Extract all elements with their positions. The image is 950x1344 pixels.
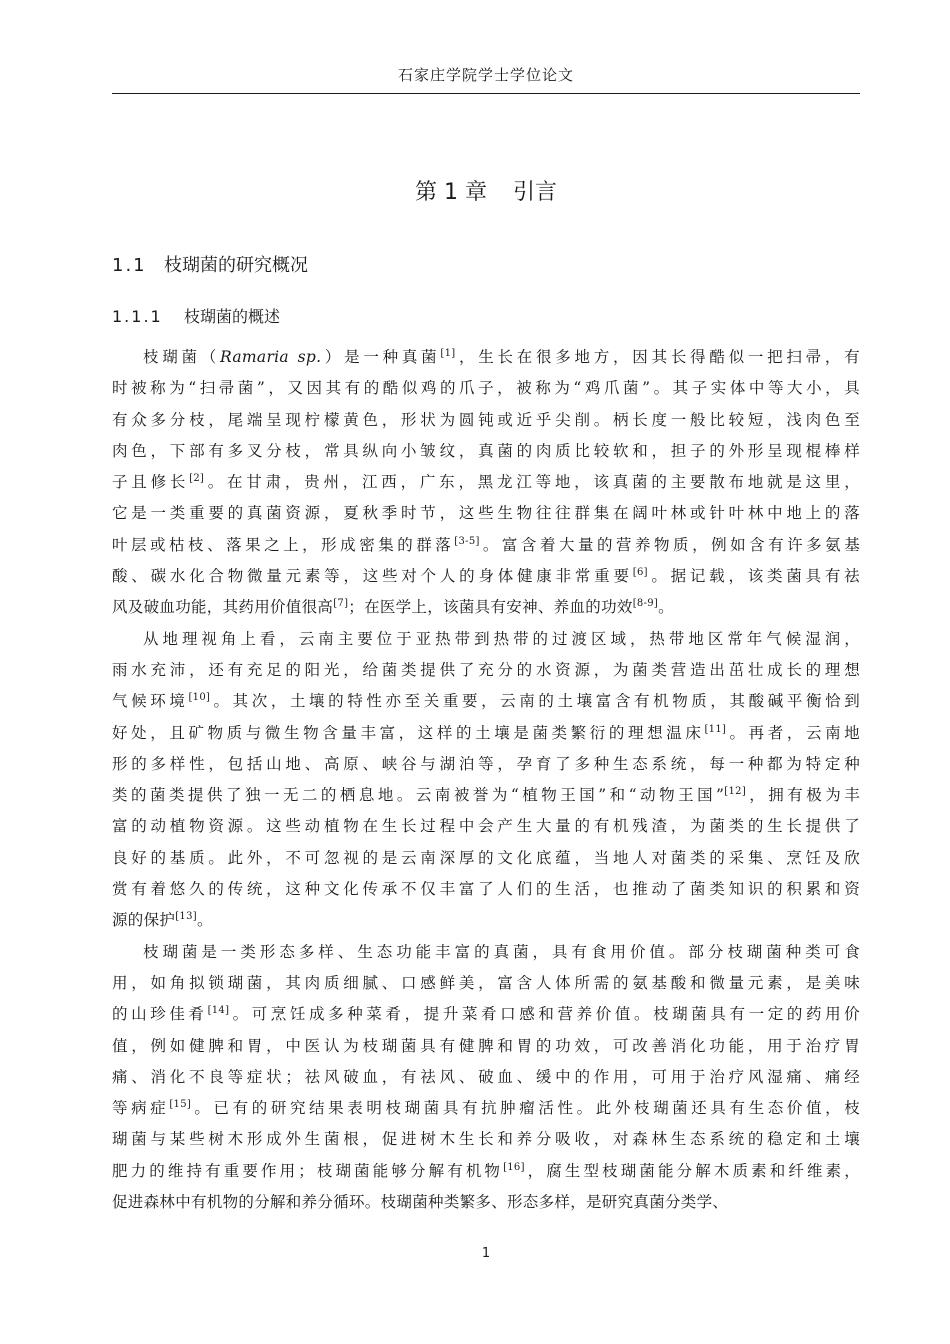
chapter-number: 第 1 章 [415,180,487,205]
text-run: 叶层或枯枝、落果之上，形成密集的群落 [112,535,455,554]
text-run: 良好的基质。此外，不可忽视的是云南深厚的文化底蕴，当地人对菌类的采集、烹饪及欣 [112,848,860,867]
citation: [7] [333,598,349,610]
text-run: ，生长在很多地方，因其长得酷似一把扫帚，有 [455,348,860,366]
chapter-title [112,178,860,208]
text-run: 形的多样性，包括山地、高原、峡谷与湖泊等，孕育了多种生态系统，每一种都为特定种 [112,754,860,773]
text-line [112,937,860,968]
citation: [15] [169,1099,192,1111]
running-header: 石家庄学院学士学位论文 [397,66,574,84]
text-run: 酸、碳水化合物微量元素等，这些对个人的身体健康非常重要 [112,567,633,586]
text-run: 好处，且矿物质与微生物含量丰富，这样的土壤是菌类繁衍的理想温床 [112,723,705,742]
text-run: 。 [658,598,674,617]
citation: [16] [503,1161,525,1173]
text-run: ）是一种真菌 [321,348,441,366]
text-run: 瑚菌与某些树木形成外生菌根，促进树木生长和养分吸收，对森林生态系统的稳定和土壤 [112,1130,860,1149]
text-run: 枝瑚菌是一类形态多样、生态功能丰富的真菌，具有食用价值。部分枝瑚菌种类可食 [143,942,860,961]
text-run: ；在医学上，该菌具有安神、养血的功效 [348,598,633,617]
text-run: 的山珍佳肴 [112,1005,208,1024]
text-run: 促进森林中有机物的分解和养分循环。枝瑚菌种类繁多、形态多样，是研究真菌分类学、 [112,1193,729,1212]
text-run: 气候环境 [112,692,189,711]
citation: [2] [189,473,205,485]
text-line [112,373,860,404]
text-run: 。再者，云南地 [726,723,860,742]
text-line [112,592,860,623]
text-run: 子且修长 [112,473,190,492]
paragraph [112,937,860,1219]
text-run: 。据记载，该类菌具有祛 [647,567,860,586]
text-run: 。富含着大量的营养物质，例如含有许多氨基 [479,535,860,554]
text-line [112,686,860,717]
chapter-name: 引言 [512,180,557,205]
text-line [112,561,860,592]
text-run: 用，如角拟锁瑚菌，其肉质细腻、口感鲜美，富含人体所需的氨基酸和微量元素，是美味 [112,973,860,992]
text-run: 时被称为“扫帚菌”，又因其有的酷似鸡的爪子，被称为“鸡爪菌”。其子实体中等大小，具 [112,379,860,398]
text-line [112,874,860,905]
text-run: 。可烹饪成多种菜肴，提升菜肴口感和营养价值。枝瑚菌具有一定的药用价 [229,1005,860,1024]
text-line [112,1062,860,1093]
citation: [11] [704,723,727,735]
citation: [13] [175,911,197,923]
text-run: 赏有着悠久的传统，这种文化传承不仅丰富了人们的生活，也推动了菌类知识的积累和资 [112,880,860,899]
text-run: 富的动植物资源。这些动植物在生长过程中会产生大量的有机残渣，为菌类的生长提供了 [112,817,860,836]
text-run: ，腐生型枝瑚菌能分解木质素和纤维素， [524,1161,860,1180]
text-line [112,405,860,436]
text-run: 枝瑚菌（ [143,348,221,366]
text-line [112,811,860,842]
text-line [112,1156,860,1187]
text-run: 雨水充沛，还有充足的阳光，给菌类提供了充分的水资源，为菌类营造出茁壮成长的理想 [112,660,860,679]
citation: [1] [440,348,456,359]
text-run: 等病症 [112,1099,170,1118]
species-name: Ramaria sp. [220,348,322,366]
text-run: 。已有的研究结果表明枝瑚菌具有抗肿瘤活性。此外枝瑚菌还具有生态价值，枝 [191,1099,860,1118]
paragraph [112,624,860,937]
page-number: 1 [481,1246,491,1261]
text-run: ，拥有极为丰 [746,786,860,805]
text-line [112,498,860,529]
citation: [8-9] [632,598,659,610]
text-run: 痛、消化不良等症状；祛风破血，有祛风、破血、缓中的作用，可用于治疗风湿痛、痛经 [112,1067,860,1086]
subsection-heading [112,305,280,329]
citation: [6] [632,567,648,579]
subsection-number: 1.1.1 [112,307,163,326]
text-line [112,624,860,655]
text-run: 风及破血功能，其药用价值很高 [112,598,334,617]
citation: [14] [207,1005,230,1017]
text-run: 。其次，土壤的特性亦至关重要，云南的土壤富含有机物质，其酸碱平衡恰到 [210,692,860,711]
text-run: 值，例如健脾和胃，中医认为枝瑚菌具有健脾和胃的功效，可改善消化功能，用于治疗胃 [112,1036,860,1055]
text-line [112,1093,860,1124]
text-run: 肉色，下部有多叉分枝，常具纵向小皱纹，真菌的肉质比较软和，担子的外形呈现棍棒样 [112,441,860,460]
text-line [112,843,860,874]
citation: [12] [724,786,747,798]
text-run: 。 [196,911,213,930]
body-text [112,342,860,1218]
text-line [112,467,860,498]
text-line [112,1124,860,1155]
text-line [112,436,860,467]
paragraph [112,342,860,624]
text-line [112,1187,860,1218]
text-line [112,718,860,749]
text-line [112,999,860,1030]
header-rule [112,93,860,94]
text-run: 有众多分枝，尾端呈现柠檬黄色，形状为圆钝或近乎尖削。柄长度一般比较短，浅肉色至 [112,410,860,429]
section-heading [112,253,308,279]
section-number: 1.1 [112,255,147,276]
text-line [112,342,860,373]
citation: [3-5] [454,535,480,547]
subsection-title: 枝瑚菌的概述 [184,307,281,326]
text-line [112,655,860,686]
text-run: 源的保护 [112,911,176,930]
text-run: 类的菌类提供了独一无二的栖息地。云南被誉为“植物王国”和“动物王国” [112,786,725,805]
citation: [10] [188,692,211,704]
text-run: 肥力的维持有重要作用；枝瑚菌能够分解有机物 [112,1161,504,1180]
text-line [112,749,860,780]
text-run: 从地理视角上看，云南主要位于亚热带到热带的过渡区域，热带地区常年气候湿润， [143,629,860,648]
section-title: 枝瑚菌的研究概况 [164,255,308,276]
text-line [112,780,860,811]
text-run: 它是一类重要的真菌资源，夏秋季时节，这些生物往往群集在阔叶林或针叶林中地上的落 [112,504,860,523]
text-line [112,905,860,936]
text-run: 。在甘肃，贵州，江西，广东，黑龙江等地，该真菌的主要散布地就是这里， [204,473,860,492]
text-line [112,968,860,999]
text-line [112,530,860,561]
text-line [112,1031,860,1062]
